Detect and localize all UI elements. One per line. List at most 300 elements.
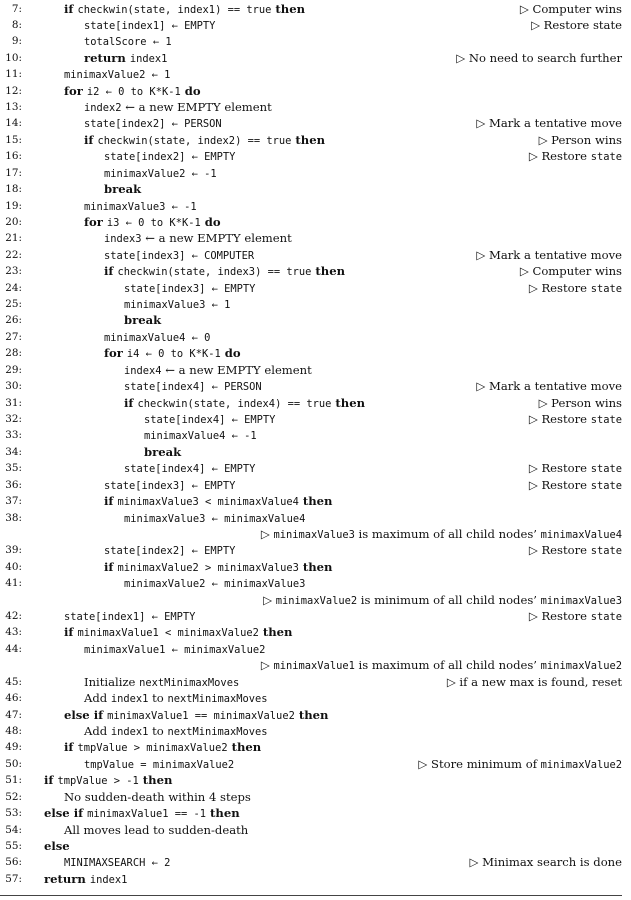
code-token: then bbox=[258, 625, 293, 640]
line-number: 39: bbox=[5, 544, 22, 557]
line-number: 32: bbox=[5, 413, 22, 425]
algorithm-line bbox=[0, 641, 622, 657]
code-token: i4 ← 0 to K*K-1 bbox=[126, 348, 221, 361]
code-token: then bbox=[294, 707, 329, 722]
code-token: state[index1] ← EMPTY bbox=[64, 611, 196, 624]
code-statement bbox=[64, 1, 305, 18]
line-number: 14: bbox=[5, 117, 22, 130]
code-statement bbox=[124, 296, 230, 313]
comment-token: ▷ Mark a tentative move bbox=[476, 247, 622, 262]
code-token: index1 bbox=[89, 873, 128, 886]
code-statement bbox=[124, 280, 255, 297]
algorithm-line bbox=[0, 575, 622, 591]
line-number: 45: bbox=[5, 675, 22, 688]
code-token: state[index2] ← EMPTY bbox=[104, 151, 236, 164]
code-statement bbox=[44, 772, 172, 789]
code-statement bbox=[84, 723, 268, 740]
algorithm-line bbox=[0, 378, 622, 394]
algorithm-line bbox=[0, 263, 622, 279]
code-token: then bbox=[227, 740, 262, 755]
algorithm-line bbox=[0, 674, 622, 690]
code-token: minimaxValue2 ← minimaxValue3 bbox=[124, 578, 306, 591]
algorithm-line bbox=[0, 854, 622, 870]
line-number: 49: bbox=[5, 741, 22, 754]
line-number: 38: bbox=[5, 511, 22, 524]
algorithm-line bbox=[0, 838, 622, 854]
code-token: nextMinimaxMoves bbox=[167, 693, 268, 706]
algorithm-line bbox=[0, 83, 622, 99]
code-token: minimaxValue2 ← -1 bbox=[104, 167, 217, 180]
line-number: 43: bbox=[5, 626, 22, 639]
code-token: minimaxValue3 ← 1 bbox=[124, 299, 231, 312]
algorithm-line bbox=[0, 1, 622, 17]
algorithm-line bbox=[0, 230, 622, 246]
algorithm-line bbox=[0, 427, 622, 443]
algorithm-line bbox=[0, 17, 622, 33]
code-statement bbox=[84, 115, 222, 132]
line-number: 48: bbox=[5, 724, 22, 737]
comment-token: state bbox=[590, 479, 622, 492]
comment-token: minimaxValue2 bbox=[540, 758, 622, 771]
comment-token: state bbox=[590, 151, 622, 164]
algorithm-line bbox=[0, 624, 622, 640]
comment-token: ▷ Minimax search is done bbox=[469, 855, 622, 870]
comment-token: minimaxValue2 bbox=[275, 594, 358, 607]
line-number: 12: bbox=[5, 84, 22, 97]
code-statement bbox=[124, 510, 305, 527]
code-token: ← a new EMPTY element bbox=[141, 231, 292, 246]
algorithm-line bbox=[0, 526, 622, 542]
line-comment bbox=[539, 395, 622, 411]
code-token: MINIMAXSEARCH ← 2 bbox=[64, 857, 171, 870]
line-number: 13: bbox=[5, 101, 22, 114]
code-token: tmpValue > minimaxValue2 bbox=[77, 742, 228, 755]
code-token: do bbox=[180, 83, 201, 98]
comment-token: ▷ bbox=[263, 592, 276, 607]
code-token: do bbox=[220, 346, 241, 361]
code-statement bbox=[44, 805, 240, 822]
line-number: 34: bbox=[5, 445, 22, 458]
code-token: tmpValue = minimaxValue2 bbox=[84, 758, 235, 771]
line-comment bbox=[529, 280, 622, 297]
comment-token: minimaxValue2 bbox=[540, 660, 622, 673]
line-comment bbox=[529, 477, 622, 494]
code-token: minimaxValue1 ← minimaxValue2 bbox=[84, 643, 266, 656]
code-statement bbox=[104, 559, 333, 576]
line-comment bbox=[529, 148, 622, 165]
code-token: nextMinimaxMoves bbox=[167, 725, 268, 738]
code-token: state[index2] ← PERSON bbox=[84, 118, 222, 131]
code-statement bbox=[44, 871, 127, 888]
code-token: to bbox=[148, 691, 168, 706]
algorithm-line bbox=[0, 477, 622, 493]
code-statement bbox=[104, 329, 210, 346]
algorithm-line bbox=[0, 411, 622, 427]
bottom-rule bbox=[0, 895, 622, 896]
code-token: minimaxValue2 > minimaxValue3 bbox=[117, 561, 299, 574]
code-statement bbox=[124, 362, 312, 379]
line-comment bbox=[263, 592, 622, 609]
line-number: 19: bbox=[5, 199, 22, 212]
code-token: state[index4] ← PERSON bbox=[124, 381, 262, 394]
code-token: tmpValue > -1 bbox=[57, 775, 139, 788]
line-comment bbox=[529, 460, 622, 477]
code-statement bbox=[64, 707, 328, 724]
algorithm-line bbox=[0, 181, 622, 197]
line-number: 17: bbox=[5, 166, 22, 179]
comment-token: ▷ Restore bbox=[528, 543, 591, 558]
code-token: minimaxValue4 ← 0 bbox=[104, 331, 211, 344]
line-number: 54: bbox=[5, 823, 22, 836]
code-statement bbox=[124, 312, 161, 328]
code-token: do bbox=[200, 214, 221, 229]
line-comment bbox=[470, 854, 622, 870]
algorithm-line bbox=[0, 510, 622, 526]
line-number: 28: bbox=[5, 347, 22, 360]
code-token: return bbox=[84, 50, 130, 65]
line-number: 35: bbox=[5, 462, 22, 475]
algorithm-line bbox=[0, 296, 622, 312]
algorithm-line bbox=[0, 312, 622, 328]
comment-token: ▷ Restore bbox=[528, 280, 591, 295]
line-number: 26: bbox=[5, 314, 22, 327]
code-token: No sudden-death within 4 steps bbox=[64, 789, 251, 804]
code-token: checkwin(state, index1) == true bbox=[77, 3, 272, 16]
code-statement bbox=[124, 575, 305, 592]
line-comment bbox=[476, 247, 622, 263]
code-statement bbox=[84, 33, 172, 50]
line-number: 20: bbox=[5, 215, 22, 228]
code-token: then bbox=[311, 264, 346, 279]
code-statement bbox=[84, 132, 325, 149]
code-token: if bbox=[44, 773, 58, 788]
line-number: 52: bbox=[5, 790, 22, 803]
algorithm-line bbox=[0, 739, 622, 755]
code-token: index2 bbox=[84, 102, 122, 115]
line-number: 27: bbox=[5, 330, 22, 343]
code-token: state[index3] ← EMPTY bbox=[124, 282, 256, 295]
code-token: minimaxValue1 == -1 bbox=[87, 808, 207, 821]
code-token: minimaxValue3 ← minimaxValue4 bbox=[124, 512, 306, 525]
comment-token: is minimum of all child nodes’ bbox=[357, 592, 541, 607]
line-comment bbox=[531, 17, 622, 33]
code-statement bbox=[84, 99, 272, 116]
code-statement bbox=[104, 493, 333, 510]
algorithm-line bbox=[0, 444, 622, 460]
code-token: Add bbox=[84, 723, 111, 738]
comment-token: ▷ Computer wins bbox=[519, 264, 622, 279]
algorithm-line bbox=[0, 165, 622, 181]
comment-token: state bbox=[590, 545, 622, 558]
comment-token: ▷ Restore bbox=[528, 477, 591, 492]
code-statement bbox=[84, 756, 234, 773]
line-number: 16: bbox=[5, 150, 22, 163]
algorithm-line bbox=[0, 690, 622, 706]
comment-token: ▷ Mark a tentative move bbox=[476, 379, 622, 394]
line-number: 31: bbox=[5, 396, 22, 409]
line-number: 33: bbox=[5, 429, 22, 442]
algorithm-line bbox=[0, 805, 622, 821]
comment-token: ▷ Person wins bbox=[538, 132, 622, 147]
algorithm-line bbox=[0, 772, 622, 788]
code-token: if bbox=[104, 264, 118, 279]
code-token: if bbox=[104, 559, 118, 574]
code-token: Initialize bbox=[84, 674, 140, 689]
code-token: index1 bbox=[129, 52, 168, 65]
comment-token: ▷ Restore bbox=[528, 149, 591, 164]
line-number: 44: bbox=[5, 642, 22, 655]
code-token: ← a new EMPTY element bbox=[121, 100, 272, 115]
code-token: checkwin(state, index3) == true bbox=[117, 266, 312, 279]
comment-token: state bbox=[590, 611, 622, 624]
code-statement bbox=[84, 690, 268, 707]
code-token: index1 bbox=[110, 693, 149, 706]
line-number: 8: bbox=[11, 18, 22, 31]
line-number: 23: bbox=[5, 265, 22, 278]
line-number: 7: bbox=[11, 2, 22, 15]
line-number: 56: bbox=[5, 856, 22, 869]
code-token: break bbox=[124, 313, 162, 328]
code-statement bbox=[64, 66, 170, 83]
line-number: 21: bbox=[5, 232, 22, 245]
comment-token: ▷ Person wins bbox=[538, 395, 622, 410]
code-statement bbox=[104, 345, 241, 362]
line-number: 47: bbox=[5, 708, 22, 721]
algorithm-line bbox=[0, 362, 622, 378]
line-number: 57: bbox=[5, 872, 22, 885]
code-token: minimaxValue3 < minimaxValue4 bbox=[117, 496, 299, 509]
code-token: if bbox=[84, 132, 98, 147]
code-token: then bbox=[298, 494, 333, 509]
comment-token: is maximum of all child nodes’ bbox=[354, 658, 541, 673]
algorithm-line bbox=[0, 33, 622, 49]
code-token: minimaxValue1 == minimaxValue2 bbox=[107, 709, 295, 722]
algorithm-line bbox=[0, 657, 622, 673]
code-statement bbox=[64, 854, 170, 871]
algorithm-line bbox=[0, 247, 622, 263]
code-token: for bbox=[64, 83, 87, 98]
code-token: state[index2] ← EMPTY bbox=[104, 545, 236, 558]
line-comment bbox=[520, 1, 622, 17]
line-number: 18: bbox=[5, 183, 22, 196]
algorithm-line bbox=[0, 789, 622, 805]
comment-token: state bbox=[590, 414, 622, 426]
code-statement bbox=[144, 444, 181, 460]
code-token: state[index4] ← EMPTY bbox=[144, 414, 276, 426]
comment-token: ▷ bbox=[260, 658, 274, 673]
algorithm-line bbox=[0, 198, 622, 214]
line-number: 42: bbox=[5, 610, 22, 623]
comment-token: minimaxValue3 bbox=[540, 594, 622, 607]
line-number: 37: bbox=[5, 495, 22, 508]
line-comment bbox=[261, 657, 622, 674]
comment-token: minimaxValue1 bbox=[273, 660, 355, 673]
line-comment bbox=[418, 756, 622, 773]
code-statement bbox=[144, 411, 275, 428]
code-token: then bbox=[138, 773, 173, 788]
code-token: else if bbox=[44, 806, 88, 821]
line-number: 51: bbox=[5, 774, 22, 787]
code-token: then bbox=[271, 1, 306, 16]
code-token: then bbox=[331, 395, 366, 410]
line-number: 24: bbox=[5, 281, 22, 294]
code-token: to bbox=[148, 723, 168, 738]
comment-token: ▷ Computer wins bbox=[519, 1, 622, 16]
line-number: 30: bbox=[5, 380, 22, 393]
algorithm-line bbox=[0, 280, 622, 296]
comment-token: minimaxValue3 bbox=[273, 528, 355, 541]
code-statement bbox=[104, 148, 235, 165]
line-comment bbox=[529, 542, 622, 559]
comment-token: ▷ Restore bbox=[528, 609, 591, 624]
comment-token: ▷ No need to search further bbox=[456, 50, 622, 65]
algorithm-line bbox=[0, 345, 622, 361]
code-statement bbox=[64, 83, 201, 100]
code-token: return bbox=[44, 871, 90, 886]
code-token: if bbox=[104, 494, 118, 509]
code-token: else if bbox=[64, 707, 108, 722]
code-statement bbox=[104, 230, 292, 247]
code-token: All moves lead to sudden-death bbox=[64, 822, 249, 837]
algorithm-line bbox=[0, 329, 622, 345]
line-number: 15: bbox=[5, 133, 22, 146]
line-number: 11: bbox=[5, 68, 22, 81]
comment-token: ▷ Store minimum of bbox=[418, 756, 541, 771]
code-token: checkwin(state, index4) == true bbox=[137, 397, 332, 410]
code-statement bbox=[84, 674, 239, 691]
algorithm-line bbox=[0, 132, 622, 148]
line-comment bbox=[456, 50, 622, 66]
line-number: 50: bbox=[5, 757, 22, 770]
line-comment bbox=[539, 132, 622, 148]
comment-token: state bbox=[590, 282, 622, 295]
code-statement bbox=[84, 17, 215, 34]
code-token: minimaxValue3 ← -1 bbox=[84, 200, 197, 213]
code-token: index4 bbox=[124, 364, 162, 377]
code-statement bbox=[84, 641, 265, 658]
algorithm-line bbox=[0, 542, 622, 558]
code-token: i2 ← 0 to K*K-1 bbox=[86, 85, 181, 98]
line-comment bbox=[476, 115, 622, 131]
code-statement bbox=[104, 542, 235, 559]
line-comment bbox=[520, 263, 622, 279]
code-statement bbox=[124, 378, 262, 395]
line-number: 46: bbox=[5, 692, 22, 705]
code-token: totalScore ← 1 bbox=[84, 36, 172, 49]
code-statement bbox=[124, 460, 255, 477]
algorithm-line bbox=[0, 822, 622, 838]
code-token: minimaxValue2 ← 1 bbox=[64, 69, 171, 82]
code-token: if bbox=[64, 1, 78, 16]
algorithm-line bbox=[0, 66, 622, 82]
code-token: for bbox=[84, 214, 107, 229]
algorithm-line bbox=[0, 493, 622, 509]
code-token: state[index3] ← COMPUTER bbox=[104, 249, 255, 262]
code-token: Add bbox=[84, 691, 111, 706]
code-statement bbox=[84, 198, 197, 215]
code-statement bbox=[64, 739, 261, 756]
code-statement bbox=[64, 608, 195, 625]
code-statement bbox=[84, 50, 167, 67]
line-number: 40: bbox=[5, 560, 22, 573]
algorithm-line bbox=[0, 723, 622, 739]
code-statement bbox=[84, 214, 221, 231]
comment-token: ▷ Restore state bbox=[531, 17, 622, 32]
line-comment bbox=[529, 608, 622, 625]
code-statement bbox=[104, 477, 235, 494]
code-token: i3 ← 0 to K*K-1 bbox=[106, 216, 201, 229]
comment-token: is maximum of all child nodes’ bbox=[354, 526, 541, 541]
line-number: 10: bbox=[5, 51, 22, 64]
code-statement bbox=[64, 789, 251, 805]
code-token: then bbox=[291, 132, 326, 147]
code-token: state[index4] ← EMPTY bbox=[124, 463, 256, 476]
line-number: 55: bbox=[5, 839, 22, 852]
line-number: 41: bbox=[5, 577, 22, 590]
code-token: state[index3] ← EMPTY bbox=[104, 479, 236, 492]
line-number: 25: bbox=[5, 298, 22, 311]
code-token: minimaxValue4 ← -1 bbox=[144, 430, 257, 443]
algorithm-line bbox=[0, 707, 622, 723]
code-statement bbox=[64, 624, 293, 641]
code-token: then bbox=[298, 559, 333, 574]
algorithm-line bbox=[0, 460, 622, 476]
comment-token: ▷ bbox=[260, 526, 274, 541]
code-token: else bbox=[44, 838, 70, 853]
code-token: index1 bbox=[110, 725, 149, 738]
algorithm-line bbox=[0, 592, 622, 608]
code-token: for bbox=[104, 346, 127, 361]
line-number: 29: bbox=[5, 363, 22, 376]
comment-token: ▷ Mark a tentative move bbox=[476, 116, 622, 131]
code-statement bbox=[104, 263, 345, 280]
line-comment bbox=[261, 526, 622, 543]
comment-token: ▷ Restore bbox=[528, 461, 591, 476]
algorithm-line bbox=[0, 608, 622, 624]
line-number: 53: bbox=[5, 807, 22, 820]
code-token: index3 bbox=[104, 233, 142, 246]
code-statement bbox=[104, 181, 141, 197]
code-token: ← a new EMPTY element bbox=[161, 362, 312, 377]
comment-token: ▷ Restore bbox=[528, 412, 591, 426]
algorithm-line bbox=[0, 395, 622, 411]
comment-token: state bbox=[590, 463, 622, 476]
algorithm-line bbox=[0, 756, 622, 772]
algorithm-line bbox=[0, 99, 622, 115]
line-comment bbox=[447, 674, 622, 690]
code-token: break bbox=[104, 182, 142, 197]
code-token: if bbox=[64, 740, 78, 755]
algorithm-line bbox=[0, 871, 622, 887]
code-token: minimaxValue1 < minimaxValue2 bbox=[77, 627, 259, 640]
code-token: nextMinimaxMoves bbox=[139, 676, 240, 689]
code-statement bbox=[124, 395, 365, 412]
code-token: if bbox=[124, 395, 138, 410]
comment-token: ▷ if a new max is found, reset bbox=[446, 674, 622, 689]
algorithm-line bbox=[0, 50, 622, 66]
comment-token: minimaxValue4 bbox=[540, 528, 622, 541]
code-statement bbox=[44, 838, 70, 854]
code-statement bbox=[64, 822, 248, 838]
code-token: then bbox=[206, 806, 240, 821]
code-token: if bbox=[64, 625, 78, 640]
algorithm-line bbox=[0, 115, 622, 131]
line-number: 9: bbox=[11, 35, 22, 48]
code-token: checkwin(state, index2) == true bbox=[97, 134, 292, 147]
code-token: break bbox=[144, 444, 182, 459]
algorithm-line bbox=[0, 148, 622, 164]
code-statement bbox=[104, 247, 254, 264]
